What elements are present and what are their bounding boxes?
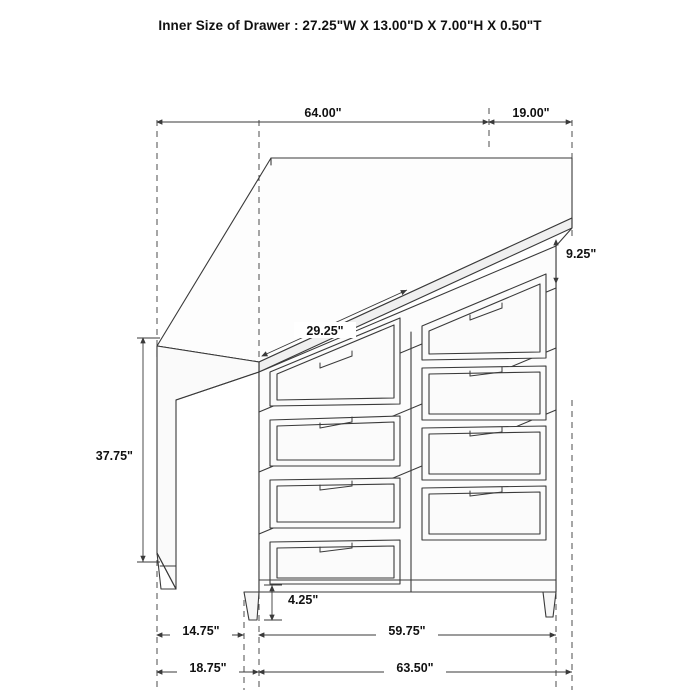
dresser-left-side (157, 346, 259, 589)
dimlabel-front-width-overall: 63.50" (396, 661, 434, 675)
dimlabel-top-depth-right: 19.00" (512, 106, 550, 120)
dimlabel-top-width: 64.00" (304, 106, 342, 120)
drawer-front-bottom-left (270, 478, 400, 528)
drawer-front-mid-left (270, 416, 400, 466)
dimlabel-leg-height: 4.25" (288, 593, 319, 607)
dimlabel-overall-height: 37.75" (95, 449, 133, 463)
drawer-front-lower-left (270, 540, 400, 584)
dimlabel-drawer-top-height: 9.25" (566, 247, 597, 261)
left-front-leg (244, 592, 259, 620)
right-front-leg (543, 592, 556, 617)
dimlabel-front-width-inner: 59.75" (388, 624, 426, 638)
dimlabel-top-diagonal: 29.25" (306, 324, 344, 338)
dimlabel-side-foot-depth: 14.75" (182, 624, 220, 638)
dimlabel-side-depth-overall: 18.75" (189, 661, 227, 675)
page-title: Inner Size of Drawer : 27.25"W X 13.00"D X 7.00"H X 0.50"T (158, 18, 542, 33)
